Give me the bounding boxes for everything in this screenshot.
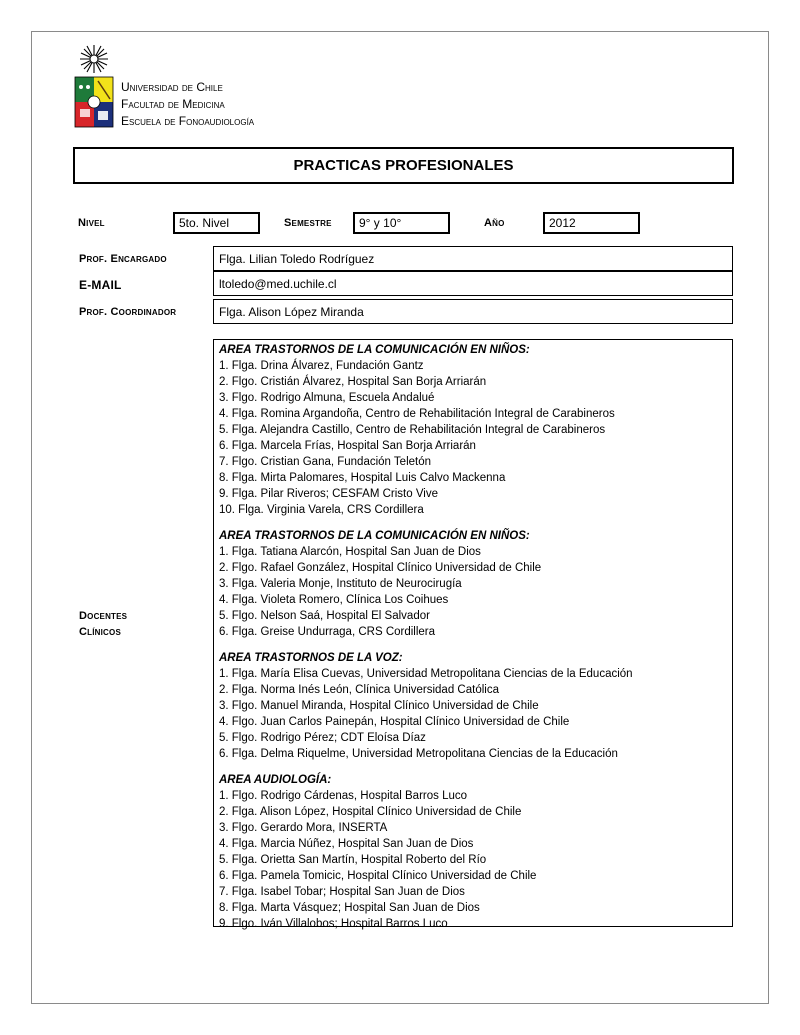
universidad-de-chile-crest-icon bbox=[73, 43, 115, 131]
prof-encargado-label: Prof. Encargado bbox=[79, 253, 167, 265]
prof-encargado-field[interactable] bbox=[213, 246, 733, 271]
area-audiologia bbox=[219, 772, 732, 932]
institution-name bbox=[121, 79, 254, 130]
list-item: 6. Flga. Delma Riquelme, Universidad Metropolitana Ciencias de la Educación bbox=[219, 748, 618, 760]
document-title bbox=[73, 147, 734, 184]
list-item: 4. Flgo. Juan Carlos Painepán, Hospital Clínico Universidad de Chile bbox=[219, 716, 570, 728]
anio-value: 2012 bbox=[549, 216, 576, 230]
list-item: 1. Flga. Tatiana Alarcón, Hospital San Juan de Dios bbox=[219, 546, 481, 558]
list-item: 10. Flga. Virginia Varela, CRS Cordillera bbox=[219, 504, 424, 516]
list-item: 4. Flga. Marcia Núñez, Hospital San Juan de Dios bbox=[219, 838, 474, 850]
list-item: 1. Flgo. Rodrigo Cárdenas, Hospital Barros Luco bbox=[219, 790, 468, 802]
email-field[interactable] bbox=[213, 271, 733, 296]
list-item: 6. Flga. Pamela Tomicic, Hospital Clínico Universidad de Chile bbox=[219, 870, 537, 882]
semestre-field[interactable] bbox=[353, 212, 450, 234]
list-item: 8. Flga. Mirta Palomares, Hospital Luis Calvo Mackenna bbox=[219, 472, 506, 484]
email-label: E-MAIL bbox=[79, 278, 122, 292]
list-item: 5. Flgo. Rodrigo Pérez; CDT Eloísa Díaz bbox=[219, 732, 426, 744]
area-comunicacion-ninos-1 bbox=[219, 342, 732, 518]
list-item: 7. Flga. Isabel Tobar; Hospital San Juan de Dios bbox=[219, 886, 465, 898]
list-item: 1. Flga. Drina Álvarez, Fundación Gantz bbox=[219, 360, 424, 372]
nivel-value: 5to. Nivel bbox=[179, 216, 230, 230]
area-title: AREA AUDIOLOGÍA: bbox=[219, 774, 332, 786]
semestre-value: 9° y 10° bbox=[359, 216, 402, 230]
semestre-label: Semestre bbox=[284, 217, 332, 229]
list-item: 9. Flgo. Iván Villalobos; Hospital Barros Luco bbox=[219, 918, 448, 930]
list-item: 2. Flgo. Cristián Álvarez, Hospital San Borja Arriarán bbox=[219, 376, 487, 388]
list-item: 5. Flga. Orietta San Martín, Hospital Roberto del Río bbox=[219, 854, 487, 866]
school-name: Escuela de Fonoaudiología bbox=[121, 114, 255, 128]
anio-field[interactable] bbox=[543, 212, 640, 234]
nivel-label: Nivel bbox=[78, 217, 105, 229]
list-item: 3. Flgo. Gerardo Mora, INSERTA bbox=[219, 822, 388, 834]
docentes-label-line2: Clínicos bbox=[79, 626, 121, 638]
docentes-clinicos-label bbox=[79, 608, 127, 640]
list-item: 2. Flga. Norma Inés León, Clínica Universidad Católica bbox=[219, 684, 499, 696]
list-item: 3. Flga. Valeria Monje, Instituto de Neurocirugía bbox=[219, 578, 462, 590]
list-item: 6. Flga. Greise Undurraga, CRS Cordillera bbox=[219, 626, 436, 638]
document-title-text: PRACTICAS PROFESIONALES bbox=[293, 157, 514, 174]
list-item: 2. Flgo. Rafael González, Hospital Clínico Universidad de Chile bbox=[219, 562, 542, 574]
area-comunicacion-ninos-2 bbox=[219, 528, 732, 640]
prof-coordinador-value: Flga. Alison López Miranda bbox=[219, 304, 364, 319]
list-item: 5. Flgo. Nelson Saá, Hospital El Salvador bbox=[219, 610, 430, 622]
prof-coordinador-label: Prof. Coordinador bbox=[79, 306, 177, 318]
anio-label: Año bbox=[484, 217, 505, 229]
docentes-label-line1: Docentes bbox=[79, 610, 128, 622]
list-item: 9. Flga. Pilar Riveros; CESFAM Cristo Vive bbox=[219, 488, 438, 500]
list-item: 8. Flga. Marta Vásquez; Hospital San Juan de Dios bbox=[219, 902, 480, 914]
list-item: 7. Flgo. Cristian Gana, Fundación Teletón bbox=[219, 456, 432, 468]
list-item: 3. Flgo. Manuel Miranda, Hospital Clínico Universidad de Chile bbox=[219, 700, 539, 712]
area-title: AREA TRASTORNOS DE LA VOZ: bbox=[219, 652, 403, 664]
nivel-field[interactable] bbox=[173, 212, 260, 234]
list-item: 1. Flga. María Elisa Cuevas, Universidad Metropolitana Ciencias de la Educación bbox=[219, 668, 633, 680]
prof-encargado-value: Flga. Lilian Toledo Rodríguez bbox=[219, 251, 375, 266]
docentes-clinicos-list bbox=[213, 339, 733, 930]
area-title: AREA TRASTORNOS DE LA COMUNICACIÓN EN NIÑOS: bbox=[219, 530, 530, 542]
list-item: 6. Flga. Marcela Frías, Hospital San Borja Arriarán bbox=[219, 440, 476, 452]
area-trastornos-voz bbox=[219, 650, 732, 762]
list-item: 4. Flga. Romina Argandoña, Centro de Rehabilitación Integral de Carabineros bbox=[219, 408, 615, 420]
prof-coordinador-field[interactable] bbox=[213, 299, 733, 324]
email-value: ltoledo@med.uchile.cl bbox=[219, 276, 337, 291]
area-title: AREA TRASTORNOS DE LA COMUNICACIÓN EN NIÑOS: bbox=[219, 344, 530, 356]
faculty-name: Facultad de Medicina bbox=[121, 97, 225, 111]
list-item: 3. Flgo. Rodrigo Almuna, Escuela Andalué bbox=[219, 392, 435, 404]
list-item: 5. Flga. Alejandra Castillo, Centro de Rehabilitación Integral de Carabineros bbox=[219, 424, 606, 436]
list-item: 4. Flga. Violeta Romero, Clínica Los Coihues bbox=[219, 594, 449, 606]
university-name: Universidad de Chile bbox=[121, 80, 223, 94]
list-item: 2. Flga. Alison López, Hospital Clínico Universidad de Chile bbox=[219, 806, 522, 818]
